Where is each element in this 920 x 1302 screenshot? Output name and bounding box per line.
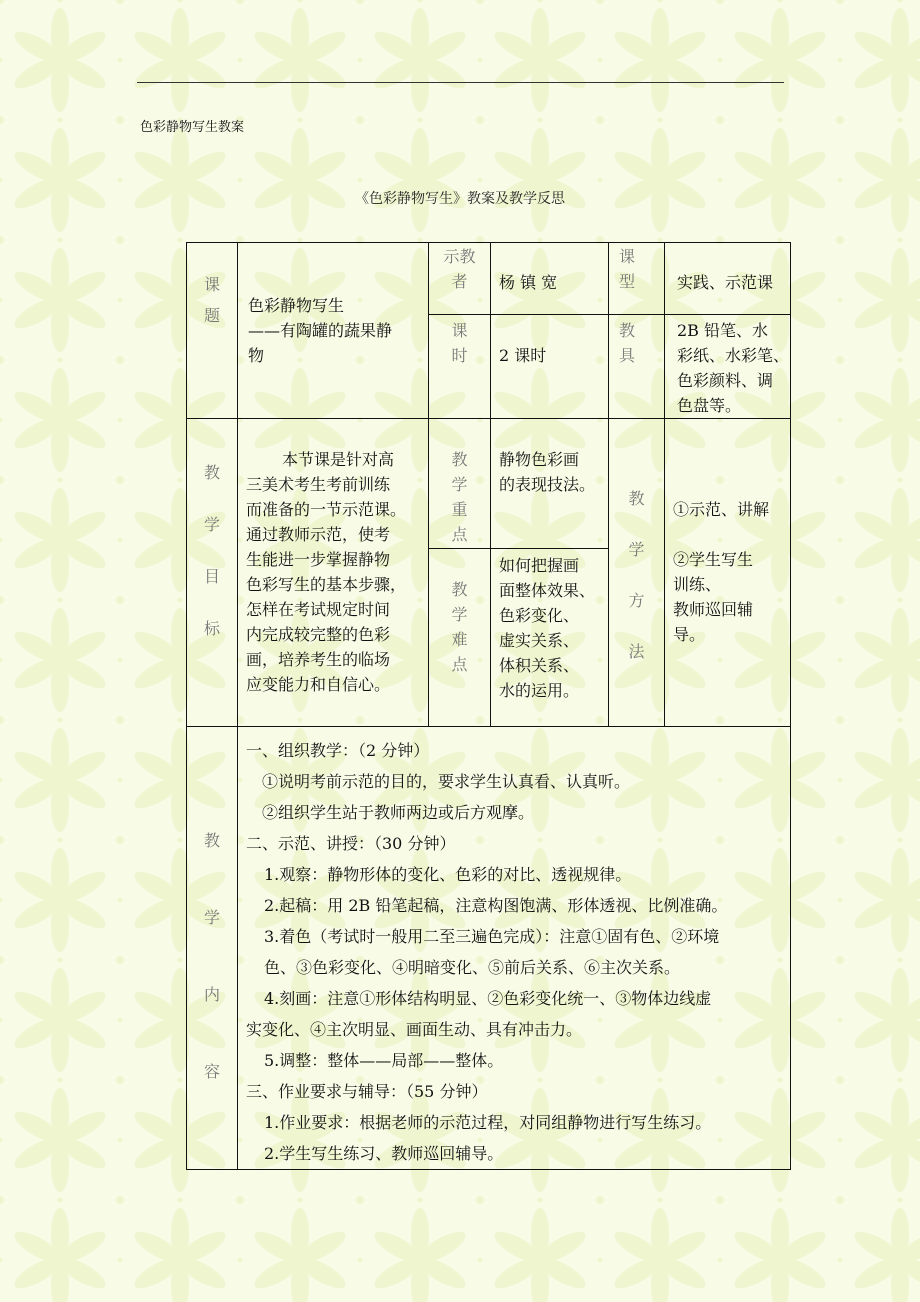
demo-teacher-value: 杨 镇 宽 xyxy=(491,243,609,315)
hours-label: 课 时 xyxy=(429,315,491,419)
content-label: 教 学 内 容 xyxy=(187,727,238,1170)
content-body: 一、组织教学：（2 分钟） ①说明考前示范的目的，要求学生认真看、认真听。 ②组织学生站于教师两边或后方观摩。 二、示范、讲授：（30 分钟） 1.观察：静物形体的变化、色彩的对比、透视规律。 2.起稿：用 2B 铅笔起稿，注意构图饱满、形体透视、比例准确。 3.着色（考试时一般用二至三遍色完成）：注意①固有色、②环境 色、③色彩变化、④明暗变化、⑤前后关系、⑥主次关系。 4.刻画：注意①形体结构明显、②色彩变化统一、③物体边线虚 实变化、④主次明显、画面生动、具有冲击力。 5.调整：整体——局部——整体。 三、作业要求与辅导：（55 分钟） 1.作业要求：根据老师的示范过程，对同组静物进行写生练习。 2.学生写生练习、教师巡回辅导。 xyxy=(238,727,791,1170)
topic-label: 课 题 xyxy=(187,243,238,419)
method-label: 教 学 方 法 xyxy=(609,419,665,727)
header-rule xyxy=(137,82,784,83)
document-title: 《色彩静物写生》教案及教学反思 xyxy=(355,191,565,207)
lesson-plan-table xyxy=(186,242,791,1170)
difficulty-value: 如何把握画 面整体效果、 色彩变化、 虚实关系、 体积关系、 水的运用。 xyxy=(491,549,609,727)
course-type-label: 课 型 xyxy=(609,243,665,315)
demo-teacher-label: 示教 者 xyxy=(429,243,491,315)
focus-label: 教 学 重 点 xyxy=(429,419,491,549)
method-value: ①示范、讲解 ②学生写生 训练、 教师巡回辅 导。 xyxy=(665,419,791,727)
objectives-text: 本节课是针对高 三美术考生考前训练 而准备的一节示范课。 通过教师示范，使考 生能进一步掌握静物 色彩写生的基本步骤， 怎样在考试规定时间 内完成较完整的色彩 画，培养考生的临场 应变能力和自信心。 xyxy=(238,419,429,727)
topic-value: 色彩静物写生 ——有陶罐的蔬果静 物 xyxy=(238,243,429,419)
difficulty-label: 教 学 难 点 xyxy=(429,549,491,727)
running-header: 色彩静物写生教案 xyxy=(140,120,245,135)
course-type-value: 实践、示范课 xyxy=(665,243,791,315)
tools-value: 2B 铅笔、水 彩纸、水彩笔、 色彩颜料、调 色盘等。 xyxy=(665,315,791,419)
objectives-label: 教 学 目 标 xyxy=(187,419,238,727)
hours-value: 2 课时 xyxy=(491,315,609,419)
focus-value: 静物色彩画 的表现技法。 xyxy=(491,419,609,549)
tools-label: 教 具 xyxy=(609,315,665,419)
